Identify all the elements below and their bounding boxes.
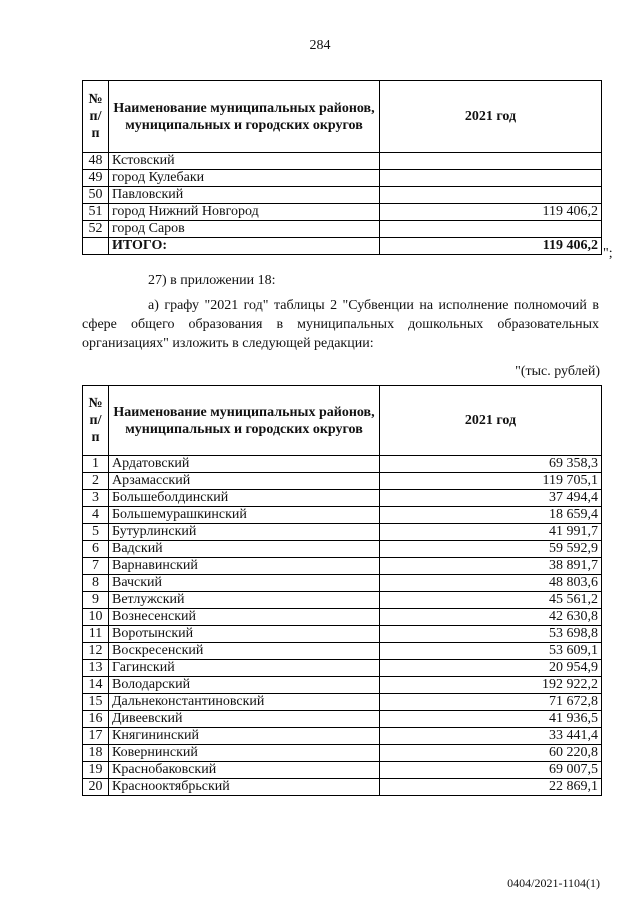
paragraph-amendment: а) графу "2021 год" таблицы 2 "Субвенции на исполнение полномочий в сфере общего образования в муниципальных дошкольных образовательных организациях" изложить в следующей редакции: bbox=[82, 298, 599, 351]
table-row bbox=[83, 456, 602, 473]
row-name: Бутурлинский bbox=[109, 524, 380, 541]
row-name: Княгининский bbox=[109, 728, 380, 745]
row-number: 50 bbox=[83, 187, 109, 204]
closing-quote: "; bbox=[603, 246, 613, 261]
row-number: 12 bbox=[83, 643, 109, 660]
row-value bbox=[380, 153, 602, 170]
table-row bbox=[83, 507, 602, 524]
row-name: Ковернинский bbox=[109, 745, 380, 762]
row-value: 20 954,9 bbox=[380, 660, 602, 677]
row-number: 15 bbox=[83, 694, 109, 711]
row-value: 22 869,1 bbox=[380, 779, 602, 796]
row-value: 45 561,2 bbox=[380, 592, 602, 609]
row-value bbox=[380, 221, 602, 238]
table-row bbox=[83, 626, 602, 643]
row-name: Воротынский bbox=[109, 626, 380, 643]
table-row bbox=[83, 575, 602, 592]
paragraph-intro bbox=[82, 271, 599, 290]
row-value: 192 922,2 bbox=[380, 677, 602, 694]
table-row bbox=[83, 204, 602, 221]
table-row bbox=[83, 660, 602, 677]
row-value: 71 672,8 bbox=[380, 694, 602, 711]
row-value: 119 406,2 bbox=[380, 204, 602, 221]
row-number: 6 bbox=[83, 541, 109, 558]
table-1-header bbox=[83, 81, 602, 153]
row-number: 19 bbox=[83, 762, 109, 779]
row-number: 52 bbox=[83, 221, 109, 238]
row-value: 42 630,8 bbox=[380, 609, 602, 626]
row-name: Кстовский bbox=[109, 153, 380, 170]
table-row bbox=[83, 711, 602, 728]
table-row bbox=[83, 609, 602, 626]
table-row bbox=[83, 170, 602, 187]
table-2 bbox=[82, 385, 602, 796]
row-number: 51 bbox=[83, 204, 109, 221]
row-name: Воскресенский bbox=[109, 643, 380, 660]
table-row bbox=[83, 153, 602, 170]
total-num bbox=[83, 238, 109, 255]
row-number: 49 bbox=[83, 170, 109, 187]
row-value bbox=[380, 187, 602, 204]
table-1-body bbox=[83, 153, 602, 255]
row-number: 18 bbox=[83, 745, 109, 762]
row-value: 38 891,7 bbox=[380, 558, 602, 575]
table-2-body bbox=[83, 456, 602, 796]
row-value: 53 609,1 bbox=[380, 643, 602, 660]
table-row bbox=[83, 473, 602, 490]
header-year: 2021 год bbox=[380, 81, 602, 153]
row-name: Большеболдинский bbox=[109, 490, 380, 507]
row-number: 3 bbox=[83, 490, 109, 507]
row-name: Дальнеконстантиновский bbox=[109, 694, 380, 711]
row-value: 41 936,5 bbox=[380, 711, 602, 728]
header-num: № п/п bbox=[83, 81, 109, 153]
row-name: Арзамасский bbox=[109, 473, 380, 490]
row-number: 5 bbox=[83, 524, 109, 541]
table-row bbox=[83, 524, 602, 541]
row-value: 69 007,5 bbox=[380, 762, 602, 779]
table-row bbox=[83, 677, 602, 694]
row-number: 20 bbox=[83, 779, 109, 796]
table-row bbox=[83, 558, 602, 575]
row-name: город Нижний Новгород bbox=[109, 204, 380, 221]
row-name: Краснобаковский bbox=[109, 762, 380, 779]
row-number: 10 bbox=[83, 609, 109, 626]
row-value: 69 358,3 bbox=[380, 456, 602, 473]
row-number: 17 bbox=[83, 728, 109, 745]
row-name: Павловский bbox=[109, 187, 380, 204]
header-num: № п/п bbox=[83, 386, 109, 456]
table-row bbox=[83, 221, 602, 238]
row-name: Дивеевский bbox=[109, 711, 380, 728]
row-name: Вачский bbox=[109, 575, 380, 592]
row-value: 41 991,7 bbox=[380, 524, 602, 541]
row-number: 7 bbox=[83, 558, 109, 575]
row-name: город Кулебаки bbox=[109, 170, 380, 187]
row-number: 13 bbox=[83, 660, 109, 677]
row-number: 8 bbox=[83, 575, 109, 592]
document-number: 0404/2021-1104(1) bbox=[507, 876, 600, 890]
row-value bbox=[380, 170, 602, 187]
total-value: 119 406,2 bbox=[380, 238, 602, 255]
table-row bbox=[83, 762, 602, 779]
table-row bbox=[83, 490, 602, 507]
row-number: 14 bbox=[83, 677, 109, 694]
row-name: Ветлужский bbox=[109, 592, 380, 609]
row-name: Володарский bbox=[109, 677, 380, 694]
header-name: Наименование муниципальных районов, муниципальных и городских округов bbox=[109, 386, 380, 456]
table-1 bbox=[82, 80, 602, 255]
row-name: Вознесенский bbox=[109, 609, 380, 626]
row-number: 1 bbox=[83, 456, 109, 473]
table-row bbox=[83, 728, 602, 745]
row-number: 9 bbox=[83, 592, 109, 609]
table-2-header bbox=[83, 386, 602, 456]
row-name: Ардатовский bbox=[109, 456, 380, 473]
row-name: Варнавинский bbox=[109, 558, 380, 575]
header-name: Наименование муниципальных районов, муниципальных и городских округов bbox=[109, 81, 380, 153]
units-label: "(тыс. рублей) bbox=[515, 364, 600, 379]
row-value: 53 698,8 bbox=[380, 626, 602, 643]
paragraph-number: 27) bbox=[148, 273, 167, 288]
table-row bbox=[83, 779, 602, 796]
page-number: 284 bbox=[309, 38, 331, 53]
table-row bbox=[83, 592, 602, 609]
row-value: 18 659,4 bbox=[380, 507, 602, 524]
row-value: 119 705,1 bbox=[380, 473, 602, 490]
row-number: 11 bbox=[83, 626, 109, 643]
total-row bbox=[83, 238, 602, 255]
row-value: 60 220,8 bbox=[380, 745, 602, 762]
table-row bbox=[83, 694, 602, 711]
row-value: 33 441,4 bbox=[380, 728, 602, 745]
row-number: 4 bbox=[83, 507, 109, 524]
total-label: ИТОГО: bbox=[109, 238, 380, 255]
row-value: 59 592,9 bbox=[380, 541, 602, 558]
header-year: 2021 год bbox=[380, 386, 602, 456]
row-number: 2 bbox=[83, 473, 109, 490]
table-row bbox=[83, 745, 602, 762]
row-name: Большемурашкинский bbox=[109, 507, 380, 524]
row-number: 48 bbox=[83, 153, 109, 170]
paragraph-intro-text: в приложении 18: bbox=[170, 273, 276, 288]
table-row bbox=[83, 643, 602, 660]
row-name: Краснооктябрьский bbox=[109, 779, 380, 796]
row-name: Вадский bbox=[109, 541, 380, 558]
row-value: 48 803,6 bbox=[380, 575, 602, 592]
row-name: город Саров bbox=[109, 221, 380, 238]
table-row bbox=[83, 541, 602, 558]
table-row bbox=[83, 187, 602, 204]
row-value: 37 494,4 bbox=[380, 490, 602, 507]
row-number: 16 bbox=[83, 711, 109, 728]
row-name: Гагинский bbox=[109, 660, 380, 677]
